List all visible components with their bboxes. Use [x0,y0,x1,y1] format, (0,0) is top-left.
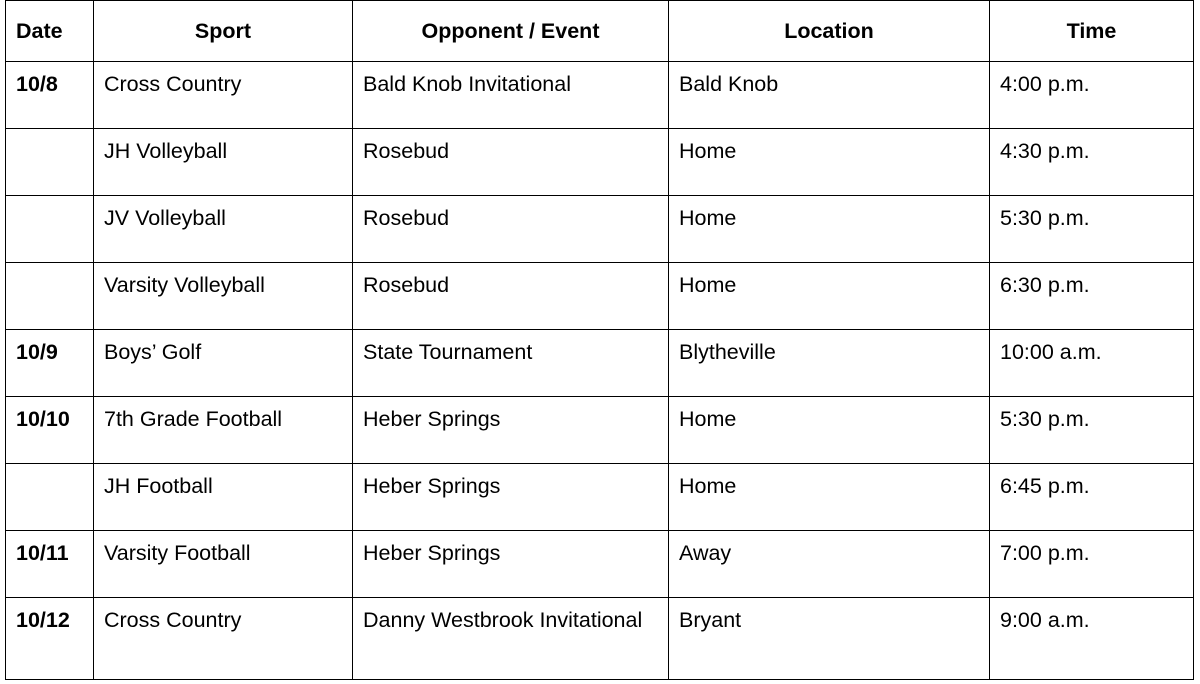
table-body [6,62,1194,680]
table-row [6,62,1194,129]
opponent-cell: Heber Springs [353,531,669,598]
column-header-location: Location [669,1,990,62]
sport-cell: JH Football [94,464,353,531]
opponent-cell: Bald Knob Invitational [353,62,669,129]
table-row [6,397,1194,464]
opponent-cell: Danny Westbrook Invitational [353,598,669,680]
table-row [6,598,1194,680]
location-cell: Blytheville [669,330,990,397]
date-cell [6,464,94,531]
location-cell: Away [669,531,990,598]
sport-cell: Cross Country [94,598,353,680]
time-cell: 6:45 p.m. [990,464,1194,531]
column-header-sport: Sport [94,1,353,62]
location-cell: Bald Knob [669,62,990,129]
table-row [6,263,1194,330]
table-row [6,330,1194,397]
table-row [6,196,1194,263]
time-cell: 4:30 p.m. [990,129,1194,196]
time-cell: 5:30 p.m. [990,397,1194,464]
column-header-time: Time [990,1,1194,62]
location-cell: Home [669,464,990,531]
date-cell: 10/10 [6,397,94,464]
time-cell: 9:00 a.m. [990,598,1194,680]
time-cell: 6:30 p.m. [990,263,1194,330]
location-cell: Home [669,397,990,464]
opponent-cell: Heber Springs [353,397,669,464]
date-cell [6,196,94,263]
opponent-cell: State Tournament [353,330,669,397]
sport-cell: Cross Country [94,62,353,129]
date-cell [6,263,94,330]
opponent-cell: Rosebud [353,263,669,330]
sport-cell: 7th Grade Football [94,397,353,464]
sport-cell: Boys’ Golf [94,330,353,397]
opponent-cell: Heber Springs [353,464,669,531]
time-cell: 7:00 p.m. [990,531,1194,598]
time-cell: 10:00 a.m. [990,330,1194,397]
time-cell: 4:00 p.m. [990,62,1194,129]
date-cell: 10/12 [6,598,94,680]
header-row [6,1,1194,62]
location-cell: Home [669,196,990,263]
sport-cell: Varsity Football [94,531,353,598]
date-cell: 10/11 [6,531,94,598]
location-cell: Bryant [669,598,990,680]
column-header-date: Date [6,1,94,62]
sport-cell: JV Volleyball [94,196,353,263]
sport-cell: JH Volleyball [94,129,353,196]
date-cell: 10/9 [6,330,94,397]
opponent-cell: Rosebud [353,196,669,263]
column-header-opponent: Opponent / Event [353,1,669,62]
table-header [6,1,1194,62]
time-cell: 5:30 p.m. [990,196,1194,263]
location-cell: Home [669,263,990,330]
schedule-table [5,0,1194,680]
date-cell: 10/8 [6,62,94,129]
table-row [6,531,1194,598]
table-row [6,129,1194,196]
date-cell [6,129,94,196]
opponent-cell: Rosebud [353,129,669,196]
sport-cell: Varsity Volleyball [94,263,353,330]
location-cell: Home [669,129,990,196]
table-row [6,464,1194,531]
